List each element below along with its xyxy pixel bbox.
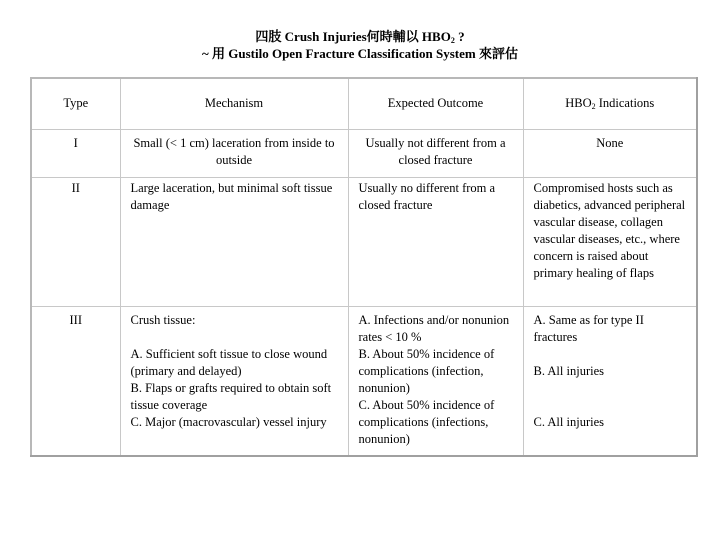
table-header-row — [31, 78, 697, 129]
spacer — [534, 380, 687, 397]
type-cell: III — [31, 306, 120, 456]
title-line-1 — [0, 28, 720, 45]
header-hbo2-indications — [523, 78, 697, 129]
header-mechanism: Mechanism — [120, 78, 348, 129]
spacer — [131, 329, 338, 346]
indications-item-c: C. All injuries — [533, 414, 604, 429]
header-type: Type — [31, 78, 120, 129]
gustilo-classification-table — [30, 77, 698, 457]
outcome-item-c: C. About 50% incidence of complications (infections, nonunion) — [358, 397, 495, 446]
title-line-2: ~ 用 Gustilo Open Fracture Classification System 來評估 — [202, 46, 518, 61]
table-row — [31, 177, 697, 306]
mechanism-intro: Crush tissue: — [130, 312, 196, 327]
spacer — [534, 397, 687, 414]
mechanism-item-a: A. Sufficient soft tissue to close wound (primary and delayed) — [130, 346, 328, 378]
mechanism-cell: Large laceration, but minimal soft tissue damage — [120, 177, 348, 306]
type-cell: I — [31, 129, 120, 177]
header-expected-outcome: Expected Outcome — [348, 78, 523, 129]
outcome-item-b: B. About 50% incidence of complications (infection, nonunion) — [358, 346, 495, 395]
indications-cell: None — [523, 129, 697, 177]
mechanism-item-b: B. Flaps or grafts required to obtain soft tissue coverage — [130, 380, 332, 412]
outcome-cell: Usually not different from a closed fracture — [348, 129, 523, 177]
title-subscript: 2 — [450, 36, 455, 45]
title-line-1-text: 四肢 Crush Injuries何時輔以 HBO — [255, 29, 451, 44]
outcome-item-a: A. Infections and/or nonunion rates < 10 % — [358, 312, 510, 344]
indications-item-b: B. All injuries — [533, 363, 604, 378]
mechanism-item-c: C. Major (macrovascular) vessel injury — [130, 414, 327, 429]
table-row — [31, 129, 697, 177]
indications-item-a: A. Same as for type II fractures — [533, 312, 644, 344]
header-hbo-text: HBO — [565, 96, 592, 111]
spacer — [534, 346, 687, 363]
header-subscript: 2 — [591, 102, 596, 112]
outcome-cell: Usually no different from a closed fracture — [348, 177, 523, 306]
indications-cell — [523, 306, 697, 456]
mechanism-cell — [120, 306, 348, 456]
header-indications-text: Indications — [595, 96, 655, 111]
indications-cell: Compromised hosts such as diabetics, advanced peripheral vascular disease, collagen vascular diseases, etc., where concern is raised about primary healing of flaps — [523, 177, 697, 306]
outcome-cell — [348, 306, 523, 456]
title-line-1-suffix: ? — [454, 29, 465, 44]
slide-title — [0, 28, 720, 62]
mechanism-cell: Small (< 1 cm) laceration from inside to outside — [120, 129, 348, 177]
type-cell: II — [31, 177, 120, 306]
table-row — [31, 306, 697, 456]
